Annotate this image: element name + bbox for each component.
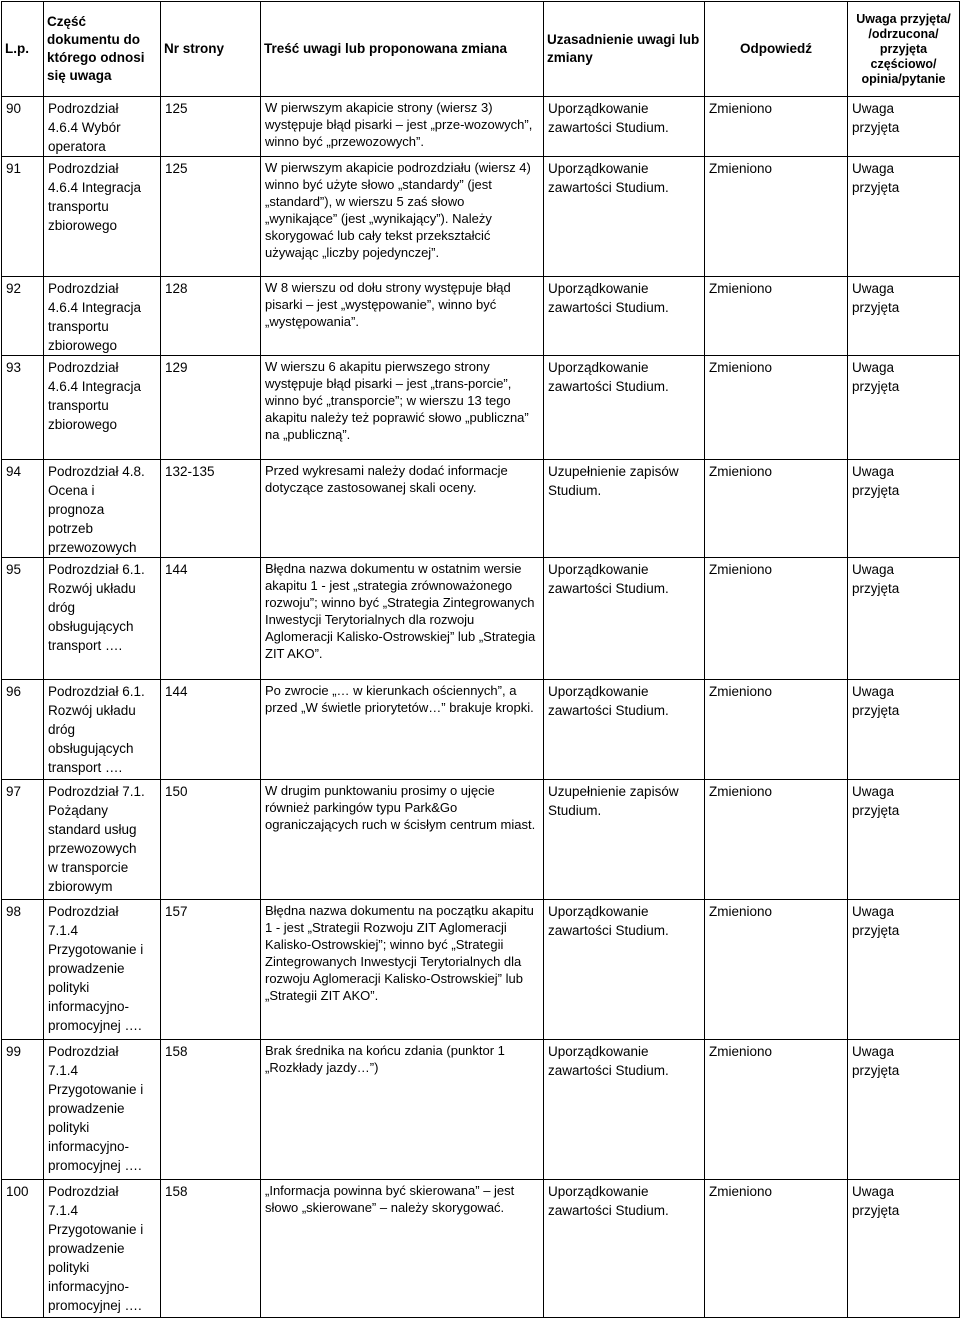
header-status: Uwaga przyjęta/ /odrzucona/ przyjęta częściowo/ opinia/pytanie [848, 2, 960, 97]
cell-lp: 98 [2, 900, 44, 1040]
cell-page-number: 150 [161, 780, 261, 900]
cell-justification: Uporządkowanie zawartości Studium. [544, 356, 705, 460]
cell-comment-content: Brak średnika na końcu zdania (punktor 1 „Rozkłady jazdy…”) [261, 1040, 544, 1180]
cell-document-part: Podrozdział 7.1.4 Przygotowanie i prowadzenie polityki informacyjno- promocyjnej …. [44, 900, 161, 1040]
header-page: Nr strony [161, 2, 261, 97]
cell-justification: Uporządkowanie zawartości Studium. [544, 1180, 705, 1318]
header-justification: Uzasadnienie uwagi lub zmiany [544, 2, 705, 97]
table-row [2, 157, 960, 277]
cell-comment-content: Błędna nazwa dokumentu na początku akapitu 1 - jest „Strategii Rozwoju ZIT Aglomeracji Kalisko-Ostrowskiej”; winno być „Strategii Zintegrowanych Inwestycji Terytorialnych dla rozwoju Aglomeracji Kalisko-Ostrowskiej” lub „Strategii ZIT AKO”. [261, 900, 544, 1040]
table-row [2, 460, 960, 558]
cell-page-number: 132-135 [161, 460, 261, 558]
cell-page-number: 158 [161, 1040, 261, 1180]
cell-page-number: 158 [161, 1180, 261, 1318]
cell-document-part: Podrozdział 7.1.4 Przygotowanie i prowadzenie polityki informacyjno- promocyjnej …. [44, 1180, 161, 1318]
cell-page-number: 157 [161, 900, 261, 1040]
cell-response: Zmieniono [705, 1180, 848, 1318]
cell-lp: 99 [2, 1040, 44, 1180]
table-row [2, 356, 960, 460]
cell-page-number: 125 [161, 97, 261, 157]
cell-justification: Uporządkowanie zawartości Studium. [544, 277, 705, 356]
table-row [2, 780, 960, 900]
table-body [2, 97, 960, 1318]
cell-status: Uwaga przyjęta [848, 356, 960, 460]
cell-document-part: Podrozdział 4.6.4 Integracja transportu zbiorowego [44, 157, 161, 277]
cell-page-number: 144 [161, 680, 261, 780]
cell-justification: Uporządkowanie zawartości Studium. [544, 97, 705, 157]
cell-document-part: Podrozdział 4.6.4 Integracja transportu zbiorowego [44, 356, 161, 460]
cell-response: Zmieniono [705, 680, 848, 780]
cell-lp: 93 [2, 356, 44, 460]
cell-status: Uwaga przyjęta [848, 460, 960, 558]
cell-lp: 90 [2, 97, 44, 157]
cell-justification: Uzupełnienie zapisów Studium. [544, 780, 705, 900]
table-row [2, 1180, 960, 1318]
cell-status: Uwaga przyjęta [848, 277, 960, 356]
cell-comment-content: W pierwszym akapicie strony (wiersz 3) występuje błąd pisarki – jest „prze-wozowych”, winno być „przewozowych”. [261, 97, 544, 157]
cell-document-part: Podrozdział 4.6.4 Wybór operatora [44, 97, 161, 157]
cell-lp: 95 [2, 558, 44, 680]
cell-comment-content: Przed wykresami należy dodać informacje dotyczące zastosowanej skali oceny. [261, 460, 544, 558]
cell-response: Zmieniono [705, 356, 848, 460]
header-response: Odpowiedź [705, 2, 848, 97]
comments-table [1, 1, 960, 1318]
cell-status: Uwaga przyjęta [848, 1180, 960, 1318]
cell-response: Zmieniono [705, 277, 848, 356]
cell-justification: Uzupełnienie zapisów Studium. [544, 460, 705, 558]
cell-comment-content: Błędna nazwa dokumentu w ostatnim wersie akapitu 1 - jest „strategia zrównoważonego rozwoju”; winno być „Strategia Zintegrowanych Inwestycji Terytorialnych dla rozwoju Aglomeracji Kalisko-Ostrowskiej” lub „Strategia ZIT AKO”. [261, 558, 544, 680]
cell-response: Zmieniono [705, 1040, 848, 1180]
table-row [2, 900, 960, 1040]
cell-response: Zmieniono [705, 157, 848, 277]
cell-document-part: Podrozdział 6.1. Rozwój układu dróg obsługujących transport …. [44, 680, 161, 780]
header-content: Treść uwagi lub proponowana zmiana [261, 2, 544, 97]
cell-status: Uwaga przyjęta [848, 97, 960, 157]
cell-comment-content: W 8 wierszu od dołu strony występuje błąd pisarki – jest „występowanie”, winno być „występowania”. [261, 277, 544, 356]
cell-status: Uwaga przyjęta [848, 900, 960, 1040]
cell-status: Uwaga przyjęta [848, 780, 960, 900]
cell-document-part: Podrozdział 4.8. Ocena i prognoza potrzeb przewozowych [44, 460, 161, 558]
cell-lp: 97 [2, 780, 44, 900]
table-row [2, 1040, 960, 1180]
cell-justification: Uporządkowanie zawartości Studium. [544, 558, 705, 680]
cell-document-part: Podrozdział 7.1. Pożądany standard usług przewozowych w transporcie zbiorowym [44, 780, 161, 900]
cell-response: Zmieniono [705, 558, 848, 680]
cell-comment-content: Po zwrocie „… w kierunkach ościennych”, a przed „W świetle priorytetów…” brakuje kropki. [261, 680, 544, 780]
cell-justification: Uporządkowanie zawartości Studium. [544, 1040, 705, 1180]
cell-document-part: Podrozdział 7.1.4 Przygotowanie i prowadzenie polityki informacyjno- promocyjnej …. [44, 1040, 161, 1180]
cell-status: Uwaga przyjęta [848, 558, 960, 680]
cell-page-number: 125 [161, 157, 261, 277]
cell-response: Zmieniono [705, 97, 848, 157]
cell-comment-content: W pierwszym akapicie podrozdziału (wiersz 4) winno być użyte słowo „standardy” (jest „standard”), w wierszu 5 zaś słowo „wynikające” (jest „wynikający”). Należy skorygować lub cały tekst przekształcić używając „liczby pojedynczej”. [261, 157, 544, 277]
header-lp: L.p. [2, 2, 44, 97]
cell-lp: 94 [2, 460, 44, 558]
cell-response: Zmieniono [705, 460, 848, 558]
cell-comment-content: W drugim punktowaniu prosimy o ujęcie również parkingów typu Park&Go ograniczających ruch w ścisłym centrum miast. [261, 780, 544, 900]
cell-lp: 91 [2, 157, 44, 277]
cell-page-number: 144 [161, 558, 261, 680]
cell-document-part: Podrozdział 4.6.4 Integracja transportu zbiorowego [44, 277, 161, 356]
cell-justification: Uporządkowanie zawartości Studium. [544, 157, 705, 277]
cell-justification: Uporządkowanie zawartości Studium. [544, 900, 705, 1040]
table-row [2, 680, 960, 780]
cell-status: Uwaga przyjęta [848, 680, 960, 780]
cell-document-part: Podrozdział 6.1. Rozwój układu dróg obsługujących transport …. [44, 558, 161, 680]
table-row [2, 277, 960, 356]
header-row [2, 2, 960, 97]
table-row [2, 558, 960, 680]
header-part: Część dokumentu do którego odnosi się uwaga [44, 2, 161, 97]
cell-lp: 96 [2, 680, 44, 780]
cell-status: Uwaga przyjęta [848, 1040, 960, 1180]
cell-response: Zmieniono [705, 900, 848, 1040]
cell-lp: 92 [2, 277, 44, 356]
cell-page-number: 128 [161, 277, 261, 356]
table-row [2, 97, 960, 157]
cell-page-number: 129 [161, 356, 261, 460]
cell-comment-content: „Informacja powinna być skierowana” – jest słowo „skierowane” – należy skorygować. [261, 1180, 544, 1318]
cell-status: Uwaga przyjęta [848, 157, 960, 277]
cell-comment-content: W wierszu 6 akapitu pierwszego strony występuje błąd pisarki – jest „trans-porcie”, winno być „transporcie”; w wierszu 13 tego akapitu należy też poprawić słowo „publiczna” na „publiczną”. [261, 356, 544, 460]
cell-justification: Uporządkowanie zawartości Studium. [544, 680, 705, 780]
cell-response: Zmieniono [705, 780, 848, 900]
cell-lp: 100 [2, 1180, 44, 1318]
